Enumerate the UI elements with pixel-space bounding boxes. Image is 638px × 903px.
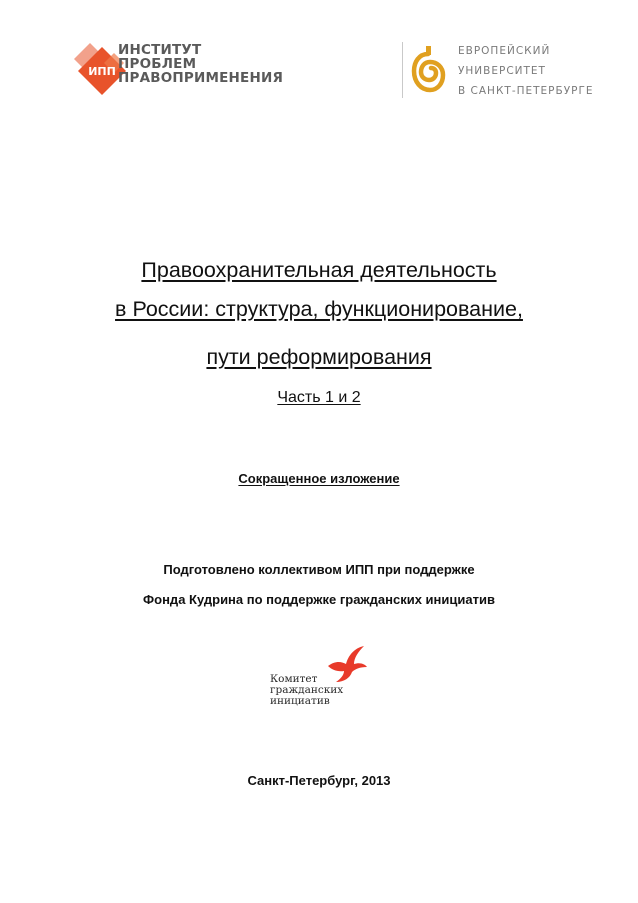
eu-wordmark bbox=[458, 41, 594, 101]
kgi-wordmark bbox=[270, 674, 343, 707]
ipp-logo bbox=[74, 43, 304, 99]
parts-subtitle: Часть 1 и 2 bbox=[277, 389, 361, 406]
ipp-badge-text: ИПП bbox=[88, 65, 116, 78]
eu-spb-logo bbox=[402, 40, 602, 102]
ipp-line: ПРАВОПРИМЕНЕНИЯ bbox=[118, 70, 284, 86]
prepared-by-line-2: Фонда Кудрина по поддержке гражданских инициатив bbox=[143, 592, 495, 607]
title-line-1: Правоохранительная деятельность bbox=[141, 258, 497, 282]
title-line-2: в России: структура, функционирование, bbox=[115, 297, 523, 321]
ipp-wordmark bbox=[118, 43, 283, 85]
eu-spiral-icon bbox=[410, 46, 446, 96]
eu-line: ЕВРОПЕЙСКИЙ bbox=[458, 45, 551, 57]
ipp-line: ИНСТИТУТ bbox=[118, 42, 202, 58]
title-line-3: пути реформирования bbox=[206, 345, 432, 369]
prepared-by-line-1: Подготовлено коллективом ИПП при поддержке bbox=[163, 562, 475, 577]
city-year: Санкт-Петербург, 2013 bbox=[247, 773, 391, 788]
summary-label: Сокращенное изложение bbox=[238, 471, 400, 486]
kgi-line: Комитет bbox=[270, 673, 318, 685]
eu-line: В САНКТ-ПЕТЕРБУРГЕ bbox=[458, 85, 594, 97]
kgi-line: инициатив bbox=[270, 695, 330, 707]
logo-divider bbox=[402, 42, 403, 98]
kgi-logo bbox=[270, 644, 370, 708]
eu-line: УНИВЕРСИТЕТ bbox=[458, 65, 546, 77]
kgi-line: гражданских bbox=[270, 684, 344, 696]
ipp-line: ПРОБЛЕМ bbox=[118, 56, 197, 72]
